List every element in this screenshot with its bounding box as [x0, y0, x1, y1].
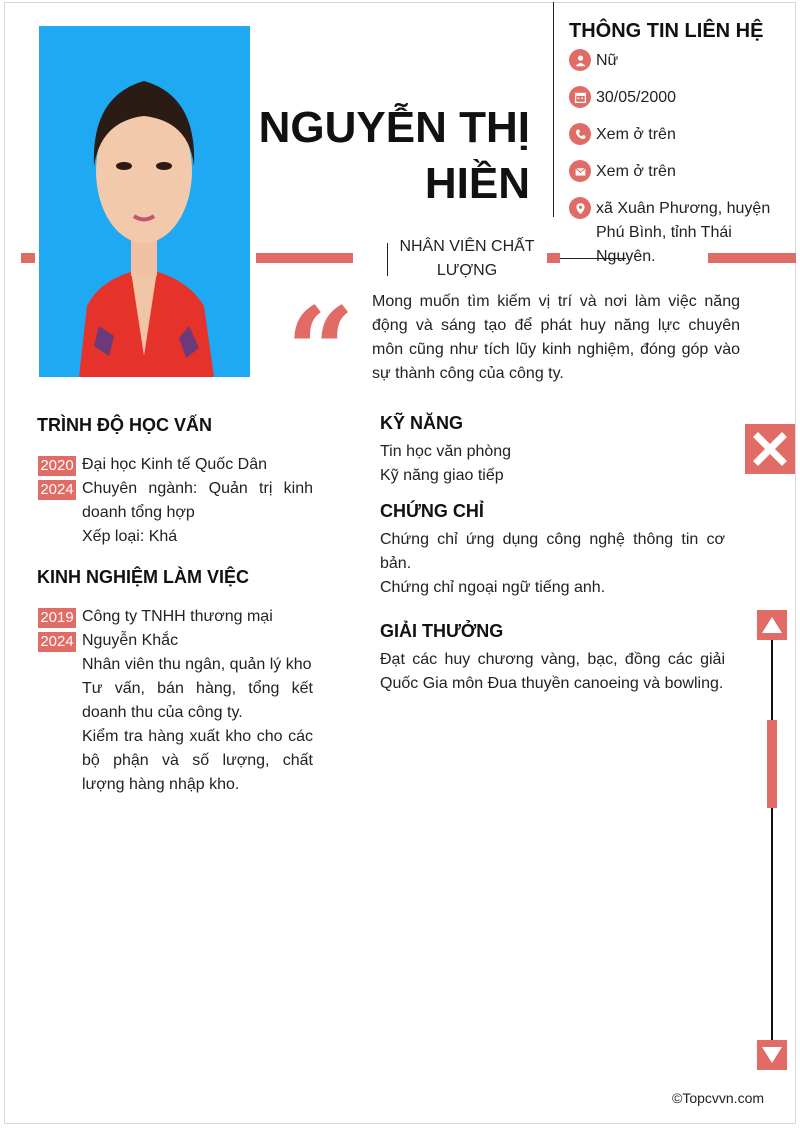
skills-title: KỸ NĂNG: [380, 413, 464, 433]
education-school: Đại học Kinh tế Quốc Dân: [82, 456, 267, 473]
scroll-track[interactable]: [771, 640, 773, 1040]
education-year-start: 2020: [38, 456, 76, 476]
accent-bar-mid: [256, 253, 353, 263]
email-value: Xem ở trên: [596, 163, 676, 180]
contact-email: [569, 160, 784, 184]
profile-photo: [39, 26, 250, 377]
experience-detail-item: Nhân viên thu ngân, quản lý kho: [82, 656, 312, 673]
education-year-end: 2024: [38, 480, 76, 500]
skills-list: [380, 440, 725, 488]
experience-detail-item: Kiểm tra hàng xuất kho cho các bộ phận và số lượng, chất lượng hàng nhập kho.: [82, 728, 313, 793]
experience-title: KINH NGHIỆM LÀM VIỆC: [37, 567, 250, 587]
career-objective: Mong muốn tìm kiếm vị trí và nơi làm việc năng động và sáng tạo để phát huy năng lực chuyên môn cũng như tích lũy kinh nghiệm, đóng góp vào sự thành công của công ty.: [372, 293, 740, 382]
scroll-down-button[interactable]: [757, 1040, 787, 1070]
contact-dob: [569, 86, 784, 110]
gender-value: Nữ: [596, 52, 619, 69]
job-title: NHÂN VIÊN CHẤT LƯỢNG: [399, 238, 535, 279]
experience-year-start: 2019: [38, 608, 76, 628]
certificates-title: CHỨNG CHỈ: [380, 501, 484, 521]
accent-bar-small: [547, 253, 560, 263]
education-major: Chuyên ngành: Quản trị kinh doanh tổng hợp: [82, 480, 313, 521]
awards-text: Đạt các huy chương vàng, bạc, đồng các giải Quốc Gia môn Đua thuyền canoeing và bowling.: [380, 651, 725, 692]
education-grade: Xếp loại: Khá: [82, 528, 178, 545]
education-title: TRÌNH ĐỘ HỌC VẤN: [37, 415, 212, 435]
arrow-up-icon: [761, 615, 783, 635]
dob-value: 30/05/2000: [596, 89, 677, 106]
experience-details: [82, 605, 313, 797]
accent-bar-left: [21, 253, 35, 263]
close-button[interactable]: [745, 424, 795, 474]
calendar-icon: [569, 86, 591, 108]
mail-icon: [569, 160, 591, 182]
job-title-divider: [387, 243, 388, 276]
phone-icon: [569, 123, 591, 145]
education-details: [82, 453, 313, 549]
footer-watermark: ©Topcvvn.com: [672, 1090, 765, 1106]
portrait-illustration: [39, 26, 250, 377]
contact-gender: [569, 49, 784, 73]
experience-company: Công ty TNHH thương mại Nguyễn Khắc: [82, 608, 273, 649]
scroll-thumb[interactable]: [767, 720, 777, 808]
name-line-2: HIỀN: [424, 159, 530, 208]
certificates-list: [380, 528, 725, 600]
awards-title: GIẢI THƯỞNG: [380, 621, 504, 641]
location-icon: [569, 197, 591, 219]
candidate-name: [240, 100, 530, 212]
certificate-item: Chứng chỉ ứng dụng công nghệ thông tin cơ bản.: [380, 531, 725, 572]
arrow-down-icon: [761, 1045, 783, 1065]
name-line-1: NGUYỄN THỊ: [258, 103, 530, 152]
contact-title: THÔNG TIN LIÊN HỆ: [569, 20, 764, 42]
skill-item: Tin học văn phòng: [380, 443, 512, 460]
contact-address: [569, 197, 784, 269]
phone-value: Xem ở trên: [596, 126, 676, 143]
header-divider: [553, 2, 554, 217]
user-icon: [569, 49, 591, 71]
quote-icon: “: [286, 281, 356, 422]
experience-detail-item: Tư vấn, bán hàng, tổng kết doanh thu của công ty.: [82, 680, 313, 721]
close-icon: [753, 432, 787, 466]
contact-phone: [569, 123, 784, 147]
certificate-item: Chứng chỉ ngoại ngữ tiếng anh.: [380, 579, 606, 596]
experience-year-end: 2024: [38, 632, 76, 652]
skill-item: Kỹ năng giao tiếp: [380, 467, 504, 484]
scroll-up-button[interactable]: [757, 610, 787, 640]
address-value: xã Xuân Phương, huyện Phú Bình, tỉnh Thái Nguyên.: [596, 200, 771, 265]
